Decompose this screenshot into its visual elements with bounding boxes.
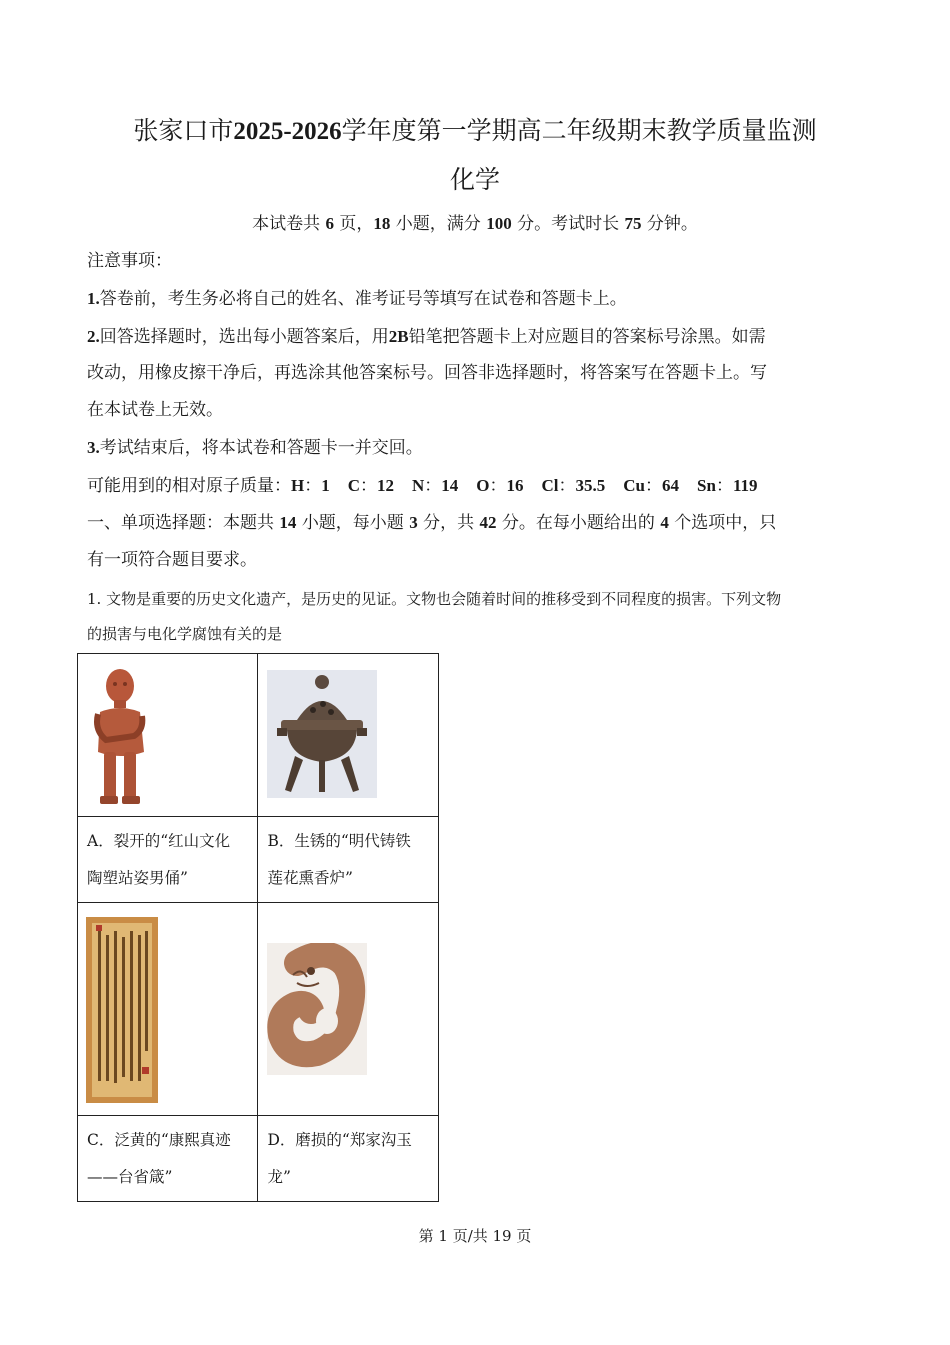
- info-text: 小题，满分: [395, 214, 481, 234]
- notice-item-3: [87, 433, 877, 463]
- info-pages: 6: [325, 214, 334, 233]
- mass-o: O：16: [476, 476, 524, 496]
- section-1-heading: 一、单项选择题：本题共 14 小题，每小题 3 分，共 42 分。在每小题给出的 4 个选项中，只: [87, 513, 777, 533]
- info-score: 100: [486, 214, 512, 233]
- option-d-line2: 龙”: [267, 1168, 291, 1186]
- question-1-stem-line2: 的损害与电化学腐蚀有关的是: [87, 625, 283, 643]
- title-year: 2025-2026: [233, 118, 342, 145]
- info-text: 本试卷共: [252, 214, 321, 234]
- mass-sn: Sn：119: [697, 476, 758, 496]
- option-d-image-cell: [258, 903, 439, 1116]
- option-a[interactable]: [78, 817, 258, 903]
- clay-figurine-image: [86, 664, 156, 809]
- notice-text: 答卷前，考生务必将自己的姓名、准考证号等填写在试卷和答题卡上。: [99, 289, 627, 309]
- option-d[interactable]: [258, 1116, 439, 1202]
- option-c-line1: C．泛黄的“康熙真迹: [87, 1131, 231, 1149]
- option-a-line2: 陶塑站姿男俑”: [87, 869, 188, 887]
- info-questions: 18: [373, 214, 391, 233]
- mass-h: H：1: [291, 476, 330, 496]
- option-c-line2: ——台省箴”: [87, 1168, 173, 1186]
- jade-dragon-image: [267, 943, 367, 1075]
- notice-text: 回答选择题时，选出每小题答案后，用: [99, 327, 389, 347]
- option-b-line1: B．生锈的“明代铸铁: [267, 832, 411, 850]
- title-city: 张家口市: [133, 116, 234, 145]
- option-c-image-cell: [78, 903, 258, 1116]
- option-b[interactable]: [258, 817, 439, 903]
- subject-title: 化学: [449, 165, 500, 194]
- notice-item-2-line3: 在本试卷上无效。: [87, 400, 223, 420]
- option-b-image-cell: [258, 654, 439, 817]
- exam-info: [0, 209, 950, 239]
- question-1-options-table: [77, 653, 439, 1202]
- option-b-line2: 莲花熏香炉”: [267, 869, 353, 887]
- masses-label: 可能用到的相对原子质量：: [87, 476, 291, 496]
- iron-censer-image: [267, 670, 377, 798]
- mass-cu: Cu：64: [623, 476, 680, 496]
- notice-number: 2.: [87, 327, 100, 346]
- info-text: 分钟。: [646, 214, 698, 234]
- info-text: 页，: [339, 214, 374, 234]
- notice-item-1: [87, 284, 877, 314]
- section-1-heading-line2: 有一项符合题目要求。: [87, 550, 257, 570]
- info-text: 分。考试时长: [517, 214, 620, 234]
- option-a-line1: A．裂开的“红山文化: [87, 832, 231, 850]
- exam-title: [0, 112, 950, 151]
- option-a-image-cell: [78, 654, 258, 817]
- option-c[interactable]: [78, 1116, 258, 1202]
- title-rest: 学年度第一学期高二年级期末教学质量监测: [341, 116, 817, 145]
- mass-c: C：12: [347, 476, 395, 496]
- info-minutes: 75: [624, 214, 642, 233]
- calligraphy-scroll-image: [86, 917, 158, 1103]
- option-d-line1: D．磨损的“郑家沟玉: [267, 1131, 412, 1149]
- notice-text: 铅笔把答题卡上对应题目的答案标号涂黑。如需: [408, 327, 766, 347]
- notice-item-2-line2: 改动，用橡皮擦干净后，再选涂其他答案标号。回答非选择题时，将答案写在答题卡上。写: [87, 363, 767, 383]
- notice-number: 3.: [87, 438, 100, 457]
- notice-item-2: [87, 322, 877, 352]
- mass-n: N：14: [412, 476, 459, 496]
- page-footer: 第 1 页/共 19 页: [418, 1227, 532, 1245]
- pencil-type: 2B: [388, 327, 409, 346]
- atomic-masses: [87, 471, 877, 501]
- notice-text: 考试结束后，将本试卷和答题卡一并交回。: [99, 438, 423, 458]
- notice-number: 1.: [87, 289, 100, 308]
- question-1-stem: 1. 文物是重要的历史文化遗产，是历史的见证。文物也会随着时间的推移受到不同程度的损害。下列文物: [87, 590, 782, 608]
- mass-cl: Cl：35.5: [541, 476, 606, 496]
- notice-heading: 注意事项：: [87, 251, 172, 271]
